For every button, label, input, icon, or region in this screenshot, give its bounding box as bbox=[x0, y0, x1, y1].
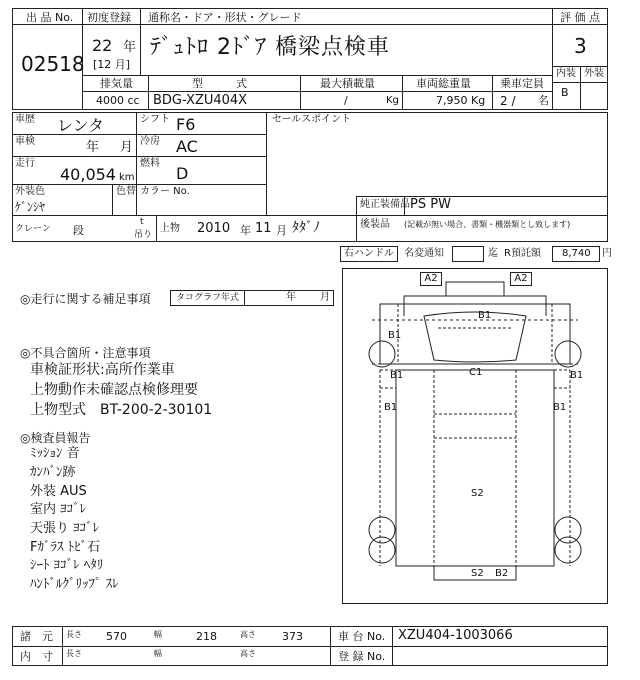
damage-mark-b1-cab-front: B1 bbox=[478, 310, 492, 321]
inspector-item: Fｶﾞﾗｽ ﾄﾋﾞ石 bbox=[30, 540, 101, 555]
color-change-label: 色替 bbox=[116, 186, 136, 197]
tachograph-year-unit: 年 bbox=[286, 292, 296, 303]
tachograph-label: タコグラフ年式 bbox=[176, 293, 240, 303]
type-value: BDG-XZU404X bbox=[153, 93, 248, 108]
width-value: 218 bbox=[196, 630, 217, 643]
shift-label: シフト bbox=[140, 114, 170, 125]
damage-mark-b1-cab-left: B1 bbox=[388, 330, 402, 341]
ac-value: AC bbox=[176, 137, 198, 156]
mileage-until: 迄 bbox=[488, 248, 498, 259]
crane-label: クレーン bbox=[15, 224, 51, 234]
gross-weight-value: 7,950 Kg bbox=[436, 94, 486, 107]
exterior-color-value: ｹﾞﾝｼﾔ bbox=[15, 200, 46, 214]
history-label: 車歴 bbox=[15, 114, 35, 125]
exterior-score-label: 外装 bbox=[584, 68, 604, 79]
upper-month: 11 bbox=[255, 221, 272, 236]
equipment-value: PS PW bbox=[410, 197, 451, 212]
name-change-label: 名変通知 bbox=[404, 248, 444, 259]
lot-number-label: 出 品 No. bbox=[26, 11, 74, 24]
color-code-label: カラー No. bbox=[140, 186, 190, 197]
retrofit-label: 後装品 bbox=[360, 219, 390, 230]
max-load-label: 最大積載量 bbox=[320, 77, 375, 90]
crane-steps-unit: 段 bbox=[73, 224, 84, 237]
inspector-item: ｶﾝﾊﾞﾝ跡 bbox=[30, 465, 76, 480]
chassis-label: 車 台 No. bbox=[338, 630, 386, 643]
crane-lift-unit: 吊り bbox=[134, 230, 153, 240]
steering-value: 右ハンドル bbox=[344, 248, 394, 259]
max-load-unit: Kg bbox=[386, 95, 399, 106]
damage-mark-b1-body-left: B1 bbox=[384, 402, 398, 413]
width-label: 幅 bbox=[154, 630, 162, 639]
truck-outline-diagram bbox=[342, 268, 608, 604]
first-registration-label: 初度登録 bbox=[87, 11, 131, 24]
inspection-year-unit: 年 bbox=[86, 140, 100, 155]
interior-score-label: 内装 bbox=[556, 68, 576, 79]
capacity-unit: 名 bbox=[538, 94, 549, 107]
height-label: 高さ bbox=[240, 630, 256, 639]
damage-mark-b1-wheel-left: B1 bbox=[390, 370, 404, 381]
shift-value: F6 bbox=[176, 115, 196, 134]
inspector-item: ﾊﾝﾄﾞﾙｸﾞﾘｯﾌﾟ ｽﾚ bbox=[30, 577, 119, 592]
damage-mark-c1: C1 bbox=[469, 367, 483, 378]
interior-length-label: 長さ bbox=[66, 649, 82, 658]
fuel-label: 燃料 bbox=[140, 158, 160, 169]
interior-score-value: B bbox=[561, 86, 569, 99]
registration-label: 登 録 No. bbox=[338, 650, 386, 663]
interior-height-label: 高さ bbox=[240, 649, 256, 658]
sales-point-label: セールスポイント bbox=[272, 114, 352, 125]
inspector-title: ◎検査員報告 bbox=[20, 431, 91, 445]
exterior-color-label: 外装色 bbox=[15, 186, 45, 197]
recycling-deposit-label: R預託額 bbox=[504, 248, 541, 259]
model-name: ﾃﾞｭﾄﾛ 2ﾄﾞｱ 橋梁点検車 bbox=[150, 35, 390, 60]
damage-mark-a2-right: A2 bbox=[510, 272, 532, 286]
mileage-value: 40,054 bbox=[60, 165, 116, 184]
mileage-label: 走行 bbox=[15, 158, 35, 169]
inspector-item: 外装 AUS bbox=[30, 484, 87, 499]
upper-maker: ﾀﾀﾞﾉ bbox=[292, 220, 320, 236]
inspection-label: 車検 bbox=[15, 136, 35, 147]
dimensions-label: 諸 元 bbox=[20, 630, 53, 643]
capacity-label: 乗車定員 bbox=[500, 77, 544, 90]
recycling-deposit-unit: 円 bbox=[602, 248, 612, 259]
damage-mark-b1-body-right: B1 bbox=[553, 402, 567, 413]
defects-title: ◎不具合箇所・注意事項 bbox=[20, 346, 151, 360]
inspector-item: 天張り ﾖｺﾞﾚ bbox=[30, 521, 100, 536]
recycling-deposit-value: 8,740 bbox=[562, 248, 591, 259]
mileage-unit: km bbox=[119, 172, 135, 183]
fuel-value: D bbox=[176, 164, 189, 183]
first-registration-year: 22 bbox=[92, 36, 113, 55]
first-registration-month: [12 月] bbox=[93, 58, 131, 71]
chassis-value: XZU404-1003066 bbox=[398, 628, 513, 643]
inspection-month-unit: 月 bbox=[120, 140, 134, 155]
damage-mark-b1-wheel-right: B1 bbox=[570, 370, 584, 381]
name-change-box bbox=[452, 246, 484, 262]
model-header-label: 通称名・ドア・形状・グレード bbox=[148, 11, 302, 24]
inspector-item: ﾐｯｼｮﾝ 音 bbox=[30, 446, 80, 461]
defect-item: 上物型式 BT-200-2-30101 bbox=[30, 402, 213, 418]
tachograph-month-unit: 月 bbox=[320, 292, 330, 303]
upper-year: 2010 bbox=[197, 221, 231, 236]
lot-number: 02518 bbox=[21, 52, 85, 76]
supplement-title: ◎走行に関する補足事項 bbox=[20, 292, 151, 306]
history-value: レンタ bbox=[57, 116, 104, 135]
first-registration-year-unit: 年 bbox=[123, 40, 137, 55]
upper-year-unit: 年 bbox=[240, 224, 251, 237]
crane-ton-unit: t bbox=[140, 217, 144, 227]
displacement-label: 排気量 bbox=[100, 77, 133, 90]
displacement-value: 4000 cc bbox=[96, 94, 140, 107]
gross-weight-label: 車両総重量 bbox=[416, 77, 471, 90]
length-label: 長さ bbox=[66, 630, 82, 639]
capacity-value: 2 / bbox=[500, 94, 516, 108]
damage-mark-s2-rear: S2 bbox=[471, 568, 484, 579]
type-label: 型 式 bbox=[192, 77, 247, 90]
upper-label: 上物 bbox=[160, 223, 180, 234]
ac-label: 冷房 bbox=[140, 136, 160, 147]
length-value: 570 bbox=[106, 630, 127, 643]
retrofit-note: (記載が無い場合、書類・機器類とし致します) bbox=[404, 220, 571, 229]
score-label: 評 価 点 bbox=[560, 11, 600, 24]
defect-item: 車検証形状:高所作業車 bbox=[30, 362, 175, 378]
interior-width-label: 幅 bbox=[154, 649, 162, 658]
upper-month-unit: 月 bbox=[276, 224, 287, 237]
score-value: 3 bbox=[574, 34, 587, 58]
equipment-label: 純正装備品 bbox=[360, 199, 410, 210]
damage-mark-s2-body: S2 bbox=[471, 488, 484, 499]
interior-dimensions-label: 内 寸 bbox=[20, 650, 53, 663]
defect-item: 上物動作未確認点検修理要 bbox=[30, 382, 198, 398]
damage-mark-b2-rear: B2 bbox=[495, 568, 509, 579]
inspector-item: ｼｰﾄ ﾖｺﾞﾚ ﾍﾀﾘ bbox=[30, 558, 104, 573]
inspector-item: 室内 ﾖｺﾞﾚ bbox=[30, 502, 87, 517]
height-value: 373 bbox=[282, 630, 303, 643]
damage-mark-a2-left: A2 bbox=[420, 272, 442, 286]
max-load-value: / bbox=[344, 94, 348, 107]
